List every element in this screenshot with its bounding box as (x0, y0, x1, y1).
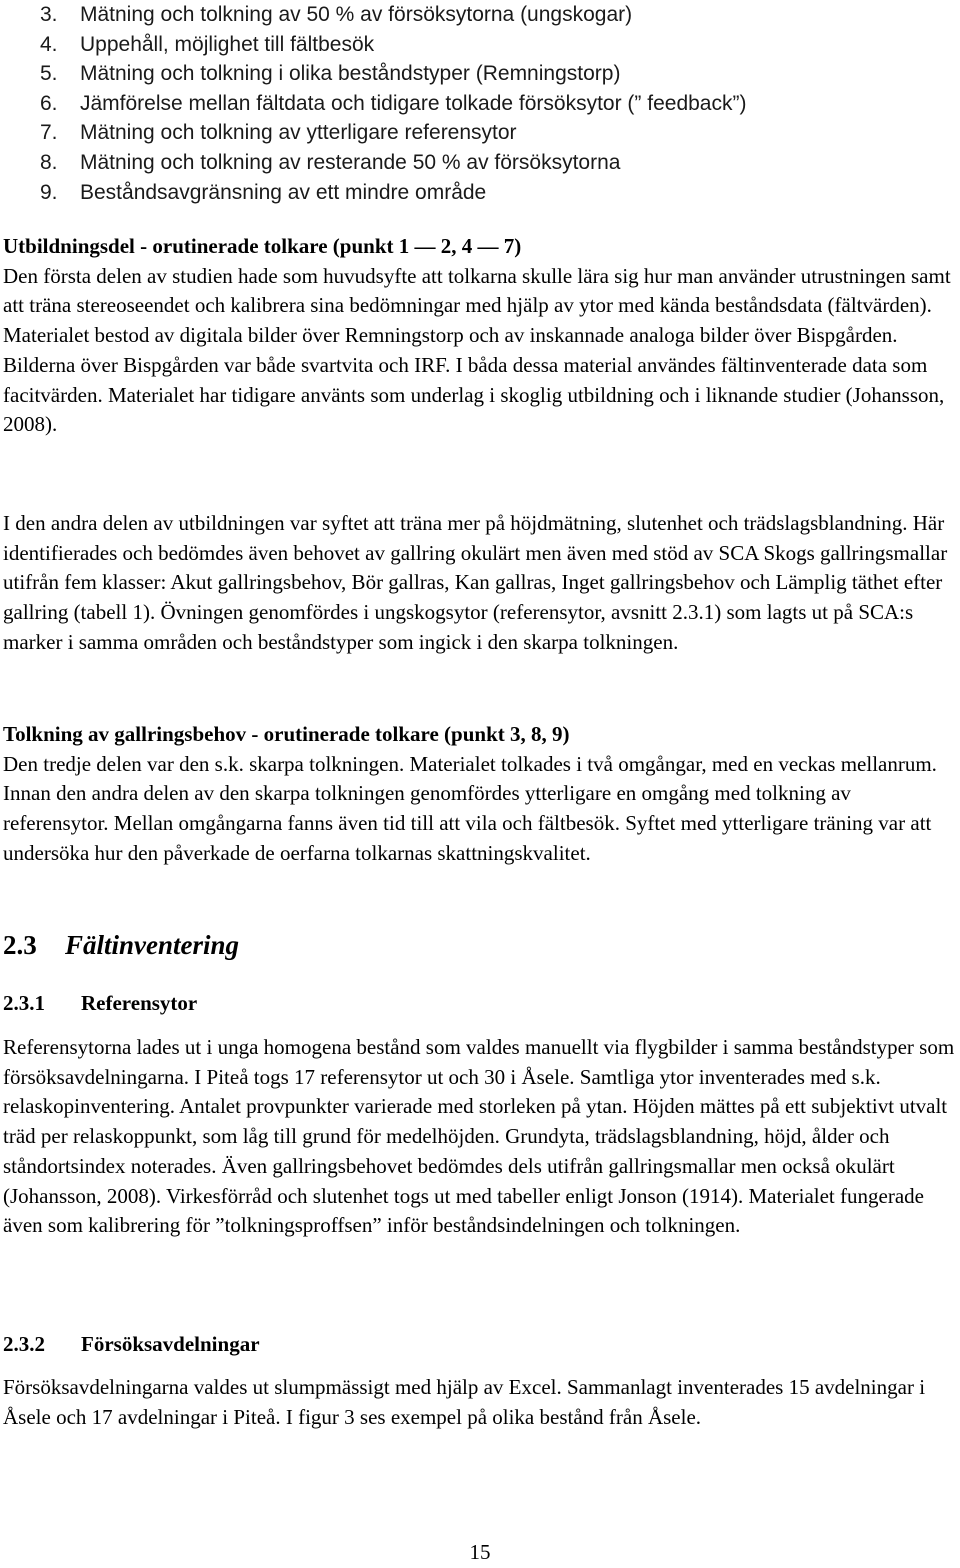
list-item (40, 0, 746, 30)
section-utbildningsdel (3, 232, 958, 440)
heading-number: 2.3.2 (3, 1332, 45, 1356)
section-utbildningsdel-part2 (3, 509, 958, 658)
heading-number: 2.3.1 (3, 991, 45, 1015)
list-text: Mätning och tolkning av resterande 50 % av försöksytorna (80, 150, 621, 174)
section-tolkning (3, 720, 958, 869)
heading-faltinventering (3, 928, 239, 962)
heading-referensytor (3, 989, 197, 1017)
paragraph: Försöksavdelningarna valdes ut slumpmässigt med hjälp av Excel. Sammanlagt inventerades 15 avdelningar i Åsele och 17 avdelningar i Piteå. I figur 3 ses exempel på olika bestånd från Åsele. (3, 1375, 926, 1429)
heading-number: 2.3 (3, 930, 37, 960)
section-heading: Tolkning av gallringsbehov - orutinerade tolkare (punkt 3, 8, 9) (3, 722, 570, 746)
paragraph: Den tredje delen var den s.k. skarpa tolkningen. Materialet tolkades i två omgångar, med en veckas mellanrum. Innan den andra delen av den skarpa tolkningen genomfördes ytterligare en omgång med tolkning av referensytor. Mellan omgångarna fanns även tid till att vila och fältbesök. Syftet med ytterligare träning var att undersöka hur den påverkade de oerfarna tolkarnas skattningskvalitet. (3, 751, 937, 865)
list-number: 8. (40, 150, 58, 174)
list-number: 5. (40, 62, 58, 86)
heading-forsoksavdelningar (3, 1330, 260, 1358)
list-number: 7. (40, 121, 58, 145)
list-text: Jämförelse mellan fältdata och tidigare tolkade försöksytor (” feedback”) (80, 91, 747, 115)
list-number: 3. (40, 3, 58, 26)
list-item (40, 59, 746, 89)
list-number: 6. (40, 91, 58, 115)
heading-title: Försöksavdelningar (81, 1332, 260, 1356)
list-item (40, 118, 746, 148)
list-number: 4. (40, 32, 58, 56)
list-item (40, 178, 746, 208)
list-item (40, 148, 746, 178)
paragraph: Den första delen av studien hade som huvudsyfte att tolkarna skulle lära sig hur man använder utrustningen samt att träna stereoseendet och kalibrera sina bedömningar med hjälp av ytor med kända beståndsdata (fältvärden). Materialet bestod av digitala bilder över Remningstorp och av inskannade analoga bilder över Bispgården. Bilderna över Bispgården var både svartvita och IRF. I båda dessa material användes fältinventerade data som facitvärden. Materialet har tidigare använts som underlag i skoglig utbildning och i liknande studier (Johansson, 2008). (3, 263, 951, 437)
section-forsoksavdelningar (3, 1373, 958, 1432)
section-referensytor (3, 1033, 958, 1241)
heading-title: Fältinventering (65, 930, 240, 960)
heading-title: Referensytor (81, 991, 198, 1015)
paragraph: Referensytorna lades ut i unga homogena bestånd som valdes manuellt via flygbilder i samma beståndstyper som försöksavdelningarna. I Piteå togs 17 referensytor ut och 30 i Åsele. Samtliga ytor inventerades med s.k. relaskopinventering. Antalet provpunkter varierade med storleken på ytan. Höjden mättes på ett subjektivt utvalt träd per relaskoppunkt, som låg till grund för medelhöjden. Grundyta, trädslagsblandning, höjd, ålder och ståndortsindex noterades. Även gallringsbehovet bedömdes dels utifrån gallringsmallar men också okulärt (Johansson, 2008). Virkesförråd och slutenhet togs ut med tabeller enligt Jonson (1914). Materialet fungerade även som kalibrering för ”tolkningsproffsen” inför beståndsindelningen och tolkningen. (3, 1035, 955, 1238)
list-text: Uppehåll, möjlighet till fältbesök (80, 32, 375, 56)
list-number: 9. (40, 180, 58, 204)
list-text: Beståndsavgränsning av ett mindre område (80, 180, 487, 204)
section-heading: Utbildningsdel - orutinerade tolkare (punkt 1 — 2, 4 — 7) (3, 234, 522, 258)
list-text: Mätning och tolkning av 50 % av försöksytorna (ungskogar) (80, 3, 633, 26)
list-text: Mätning och tolkning av ytterligare referensytor (80, 121, 517, 145)
list-item (40, 89, 746, 119)
page-number: 15 (469, 1540, 491, 1564)
list-text: Mätning och tolkning i olika beståndstyper (Remningstorp) (80, 62, 621, 86)
list-item (40, 30, 746, 60)
numbered-list (40, 0, 746, 207)
paragraph: I den andra delen av utbildningen var syftet att träna mer på höjdmätning, slutenhet och trädslagsblandning. Här identifierades och bedömdes även behovet av gallring okulärt men även med stöd av SCA Skogs gallringsmallar utifrån fem klasser: Akut gallringsbehov, Bör gallras, Kan gallras, Inget gallringsbehov och Lämplig täthet efter gallring (tabell 1). Övningen genomfördes i ungskogsytor (referensytor, avsnitt 2.3.1) som lagts ut på SCA:s marker i samma områden och beståndstyper som ingick i den skarpa tolkningen. (3, 511, 948, 654)
